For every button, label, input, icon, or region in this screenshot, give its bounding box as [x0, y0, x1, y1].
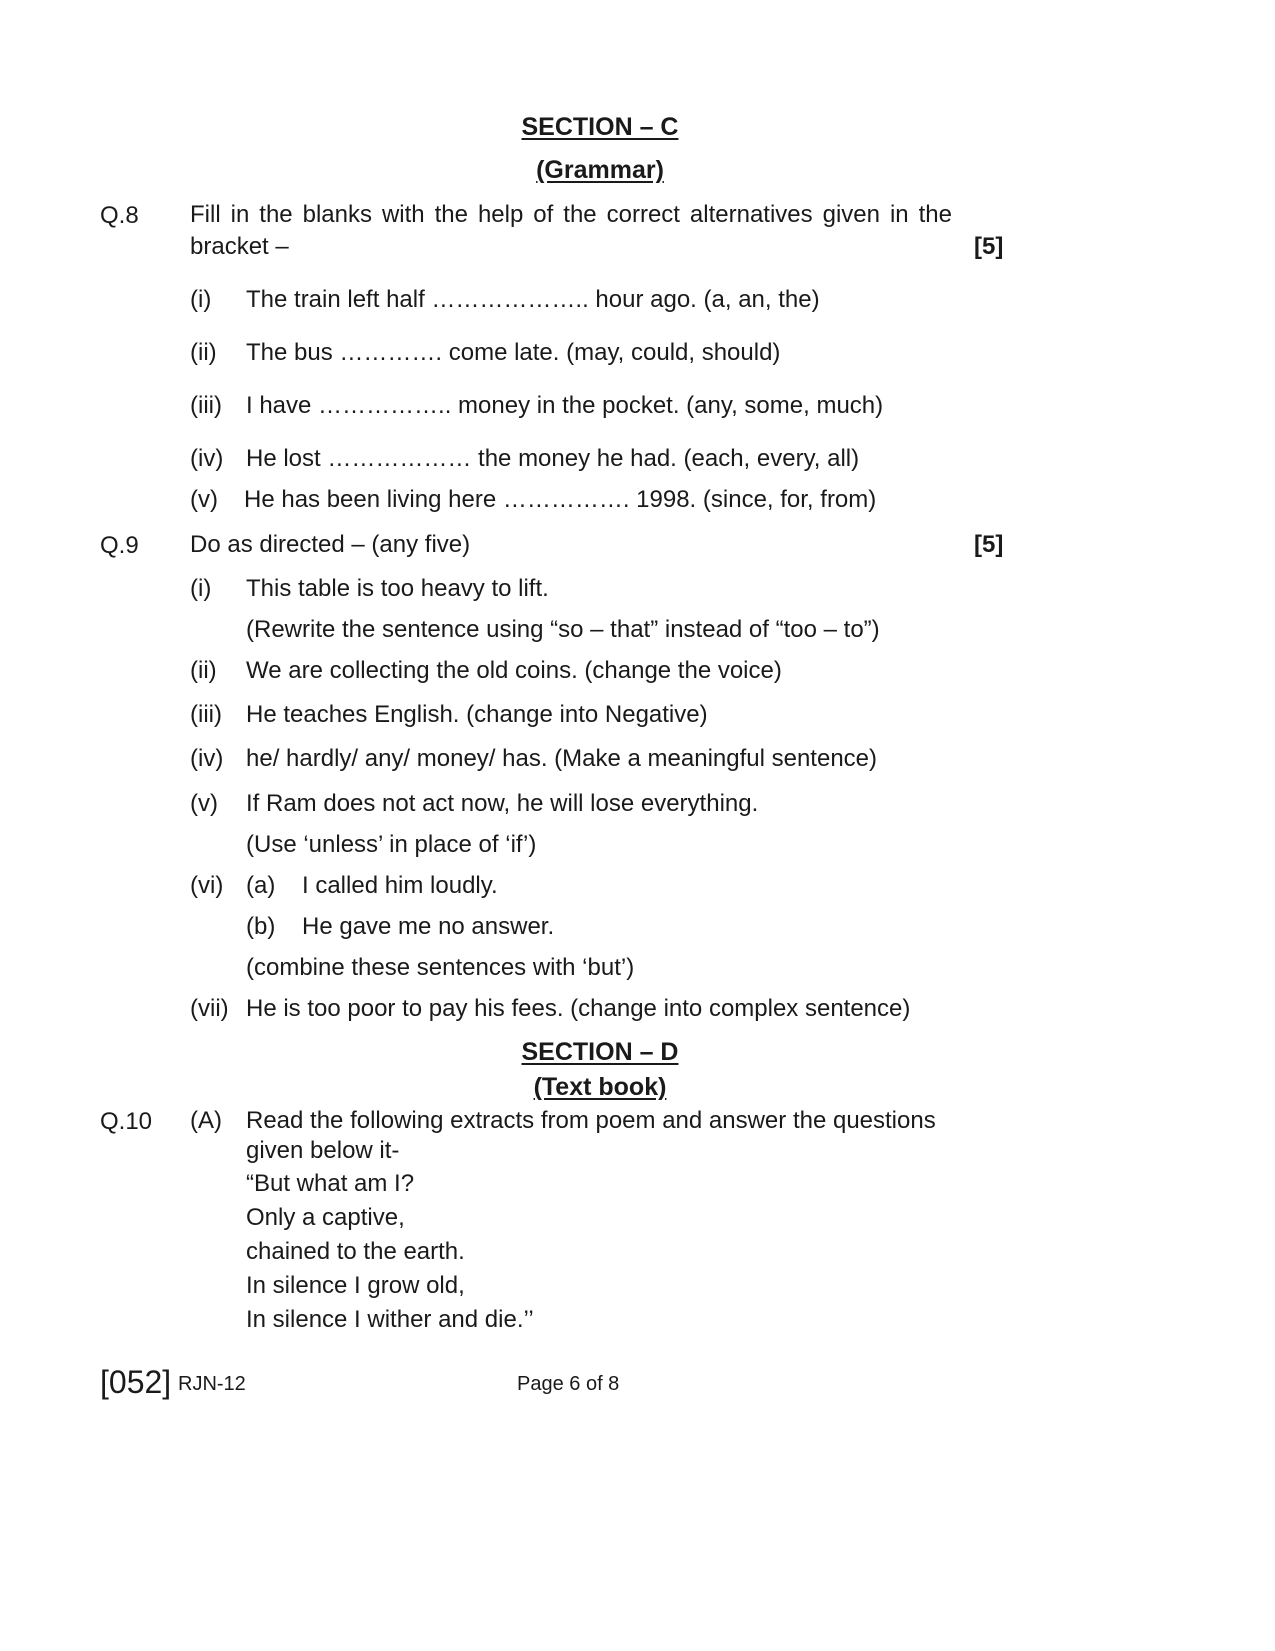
q9-subitem-num: (a): [246, 872, 276, 899]
q9-item-num: (i): [190, 575, 212, 602]
q10-part: (A): [190, 1107, 222, 1134]
q9-number: Q.9: [100, 532, 139, 559]
poem-line: In silence I grow old,: [246, 1272, 465, 1299]
q9-item-num: (vii): [190, 995, 229, 1022]
q9-text: Do as directed – (any five): [190, 531, 471, 558]
q8-item-num: (iii): [190, 392, 222, 419]
poem-line: In silence I wither and die.’’: [246, 1306, 534, 1333]
q9-item-text: This table is too heavy to lift.: [246, 575, 549, 602]
q8-item-num: (i): [190, 286, 212, 313]
footer-page-number: Page 6 of 8: [517, 1373, 620, 1395]
section-d-subtitle: (Text book): [533, 1073, 667, 1101]
section-c-subtitle: (Grammar): [536, 156, 664, 184]
q8-item-num: (ii): [190, 339, 217, 366]
q9-subitem-text: I called him loudly.: [302, 872, 498, 899]
q9-marks: [5]: [974, 531, 1004, 558]
q10-text-line2: given below it-: [246, 1137, 400, 1164]
q8-text-line1: Fill in the blanks with the help of the correct alternatives given in the: [190, 201, 952, 228]
q10-number: Q.10: [100, 1108, 153, 1135]
q9-item-text: He teaches English. (change into Negative): [246, 701, 708, 728]
q9-subitem-text: He gave me no answer.: [302, 913, 555, 940]
q9-item-num: (iv): [190, 745, 224, 772]
q9-item-note: (combine these sentences with ‘but’): [246, 954, 635, 981]
q9-item-text: he/ hardly/ any/ money/ has. (Make a meaningful sentence): [246, 745, 878, 772]
q9-item-num: (iii): [190, 701, 222, 728]
q8-item-text: I have …………….. money in the pocket. (any, some, much): [246, 392, 884, 419]
q9-item-text: He is too poor to pay his fees. (change into complex sentence): [246, 995, 911, 1022]
q9-item-note: (Use ‘unless’ in place of ‘if’): [246, 831, 537, 858]
q8-item-num: (v): [190, 486, 218, 513]
q9-item-num: (vi): [190, 872, 224, 899]
q8-item-text: The bus …………. come late. (may, could, should): [246, 339, 781, 366]
section-d-title: SECTION – D: [521, 1038, 679, 1066]
poem-line: Only a captive,: [246, 1204, 405, 1231]
q9-item-num: (v): [190, 790, 218, 817]
q8-item-text: He has been living here ……………. 1998. (since, for, from): [244, 486, 877, 513]
q8-marks: [5]: [974, 233, 1004, 260]
section-c-title: SECTION – C: [521, 113, 679, 141]
footer-series: RJN-12: [178, 1373, 246, 1395]
q9-item-text: We are collecting the old coins. (change the voice): [246, 657, 782, 684]
q8-number: Q.8: [100, 202, 139, 229]
poem-line: “But what am I?: [246, 1170, 415, 1197]
q8-item-num: (iv): [190, 445, 224, 472]
q8-item-text: The train left half ……………….. hour ago. (a, an, the): [246, 286, 820, 313]
footer-paper-code: [052]: [100, 1364, 172, 1400]
q8-text-line2: bracket –: [190, 233, 289, 260]
q8-item-text: He lost ……………… the money he had. (each, every, all): [246, 445, 860, 472]
q9-subitem-num: (b): [246, 913, 276, 940]
q9-item-text: If Ram does not act now, he will lose everything.: [246, 790, 759, 817]
q10-text-line1: Read the following extracts from poem and answer the questions: [246, 1107, 936, 1134]
q9-item-note: (Rewrite the sentence using “so – that” instead of “too – to”): [246, 616, 880, 643]
poem-line: chained to the earth.: [246, 1238, 465, 1265]
q9-item-num: (ii): [190, 657, 217, 684]
